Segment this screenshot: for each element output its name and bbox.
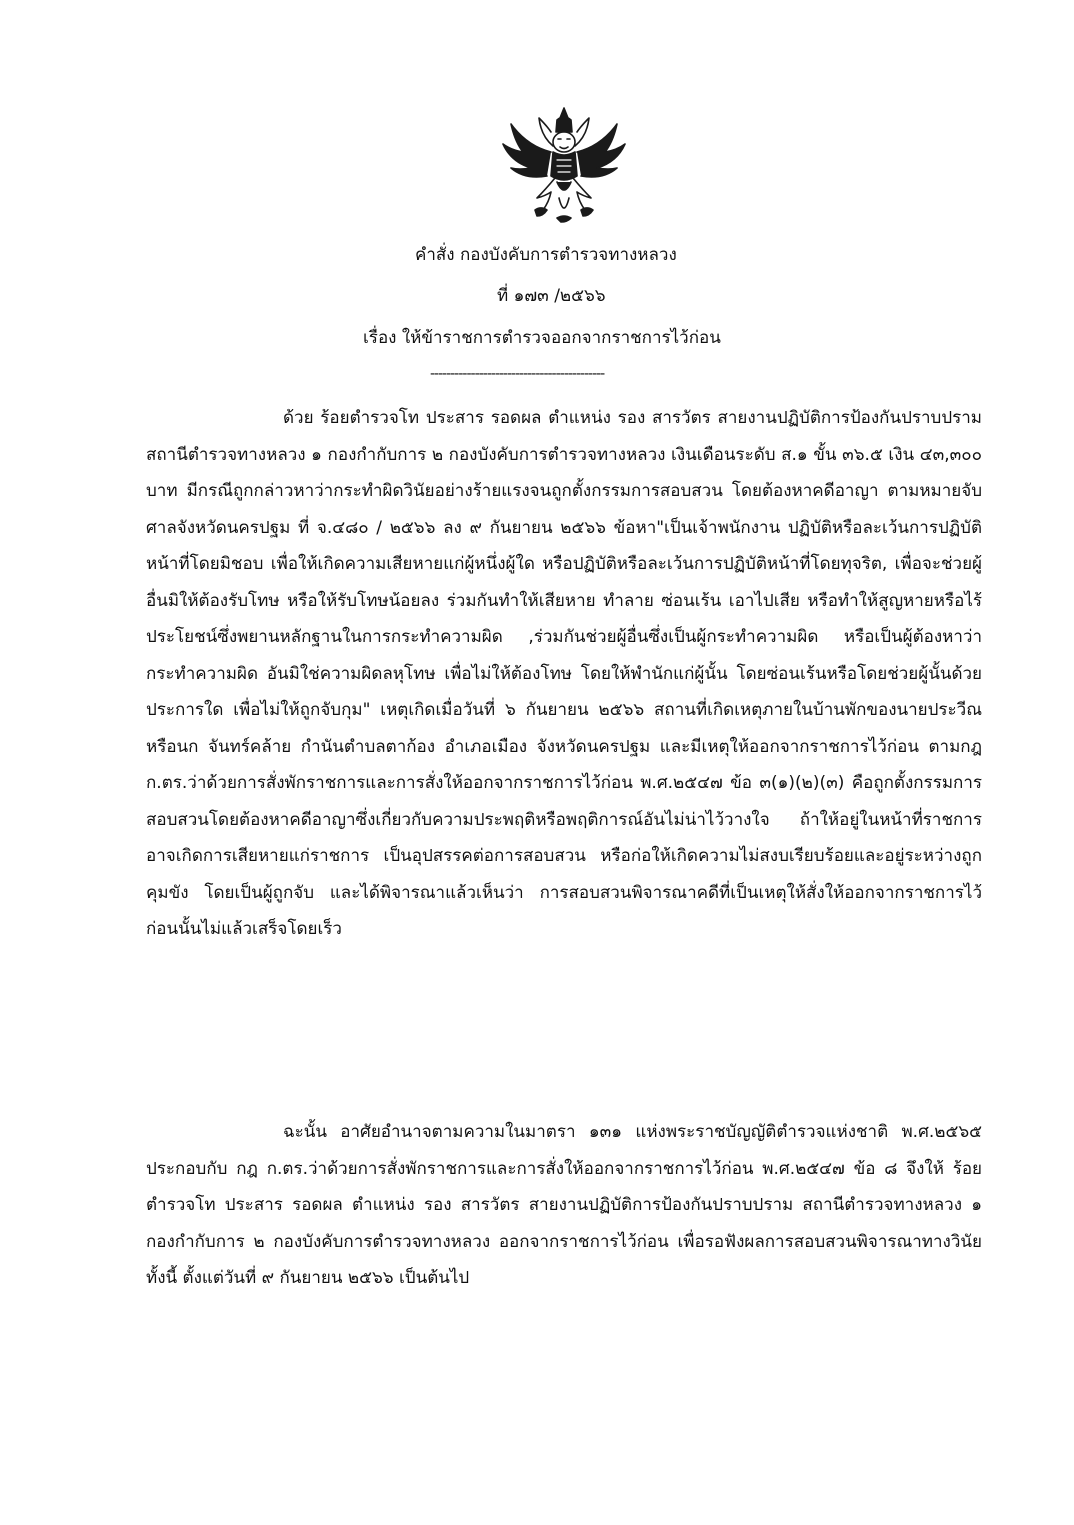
- body-paragraph-order: ฉะนั้น อาศัยอำนาจตามความในมาตรา ๑๓๑ แห่งพระราชบัญญัติตำรวจแห่งชาติ พ.ศ.๒๕๖๕ ประกอบกับ กฎ ก.ตร.ว่าด้วยการสั่งพักราชการและการสั่งให้ออกจากราชการไว้ก่อน พ.ศ.๒๕๔๗ ข้อ ๘ จึงให้ ร้อยตำรวจโท ประสาร รอดผล ตำแหน่ง รอง สารวัตร สายงานปฏิบัติการป้องกันปราบปราม สถานีตำรวจทางหลวง ๑ กองกำกับการ ๒ กองบังคับการตำรวจทางหลวง ออกจากราชการไว้ก่อน เพื่อรอฟังผลการสอบสวนพิจารณาทางวินัย ทั้งนี้ ตั้งแต่วันที่ ๙ กันยายน ๒๕๖๖ เป็นต้นไป: [146, 1122, 982, 1288]
- body-paragraph-reason: ด้วย ร้อยตำรวจโท ประสาร รอดผล ตำแหน่ง รอง สารวัตร สายงานปฏิบัติการป้องกันปราบปราม สถานีตำรวจทางหลวง ๑ กองกำกับการ ๒ กองบังคับการตำรวจทางหลวง เงินเดือนระดับ ส.๑ ขั้น ๓๖.๕ เงิน ๔๓,๓๐๐ บาท มีกรณีถูกกล่าวหาว่ากระทำผิดวินัยอย่างร้ายแรงจนถูกตั้งกรรมการสอบสวน โดยต้องหาคดีอาญา ตามหมายจับศาลจังหวัดนครปฐม ที่ จ.๔๘๐ / ๒๕๖๖ ลง ๙ กันยายน ๒๕๖๖ ข้อหา"เป็นเจ้าพนักงาน ปฏิบัติหรือละเว้นการปฏิบัติหน้าที่โดยมิชอบ เพื่อให้เกิดความเสียหายแก่ผู้หนึ่งผู้ใด หรือปฏิบัติหรือละเว้นการปฏิบัติหน้าที่โดยทุจริต, เพื่อจะช่วยผู้อื่นมิให้ต้องรับโทษ หรือให้รับโทษน้อยลง ร่วมกันทำให้เสียหาย ทำลาย ซ่อนเร้น เอาไปเสีย หรือทำให้สูญหายหรือไร้ประโยชน์ซึ่งพยานหลักฐานในการกระทำความผิด ,ร่วมกันช่วยผู้อื่นซึ่งเป็นผู้กระทำความผิด หรือเป็นผู้ต้องหาว่ากระทำความผิด อันมิใช่ความผิดลหุโทษ เพื่อไม่ให้ต้องโทษ โดยให้พำนักแก่ผู้นั้น โดยซ่อนเร้นหรือโดยช่วยผู้นั้นด้วยประการใด เพื่อไม่ให้ถูกจับกุม" เหตุเกิดเมื่อวันที่ ๖ กันยายน ๒๕๖๖ สถานที่เกิดเหตุภายในบ้านพักของนายประวีณหรือนก จันทร์คล้าย กำนันตำบลตาก้อง อำเภอเมือง จังหวัดนครปฐม และมีเหตุให้ออกจากราชการไว้ก่อน ตามกฎ ก.ตร.ว่าด้วยการสั่งพักราชการและการสั่งให้ออกจากราชการไว้ก่อน พ.ศ.๒๕๔๗ ข้อ ๓(๑)(๒)(๓) คือถูกตั้งกรรมการสอบสวนโดยต้องหาคดีอาญาซึ่งเกี่ยวกับความประพฤติหรือพฤติการณ์อันไม่น่าไว้วางใจ ถ้าให้อยู่ในหน้าที่ราชการอาจเกิดการเสียหายแก่ราชการ เป็นอุปสรรคต่อการสอบสวน หรือก่อให้เกิดความไม่สงบเรียบร้อยและอยู่ระหว่างถูกคุมขัง โดยเป็นผู้ถูกจับ และได้พิจารณาแล้วเห็นว่า การสอบสวนพิจารณาคดีที่เป็นเหตุให้สั่งให้ออกจากราชการไว้ก่อนนั้นไม่แล้วเสร็จโดยเร็ว: [146, 408, 982, 939]
- divider-line: -------------------------------------------: [430, 366, 605, 382]
- garuda-emblem-icon: [497, 106, 631, 224]
- order-number: ที่ ๑๗๓ /๒๕๖๖: [497, 286, 606, 306]
- order-subject: เรื่อง ให้ข้าราชการตำรวจออกจากราชการไว้ก่อน: [363, 328, 721, 348]
- order-title: คำสั่ง กองบังคับการตำรวจทางหลวง: [415, 245, 677, 265]
